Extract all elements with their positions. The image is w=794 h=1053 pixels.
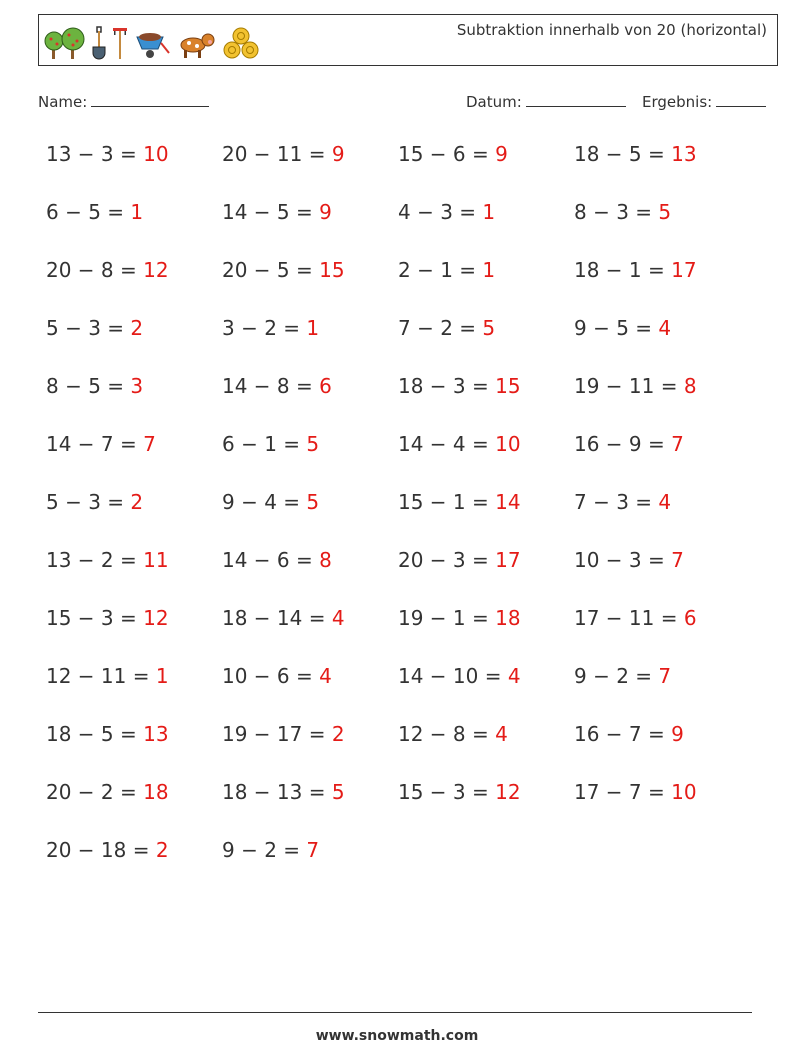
problem-expression: 17 − 11 = — [574, 606, 684, 630]
problem-expression: 4 − 3 = — [398, 200, 483, 224]
problem-expression: 9 − 2 = — [574, 664, 659, 688]
problem-expression: 18 − 5 = — [46, 722, 144, 746]
problem-cell — [46, 258, 169, 282]
problem-cell — [46, 316, 143, 340]
problem-answer: 2 — [331, 722, 345, 746]
problem-expression: 19 − 11 = — [574, 374, 684, 398]
problem-cell — [574, 258, 697, 282]
tree-icon — [43, 25, 87, 61]
result-line[interactable] — [716, 92, 766, 107]
problem-expression: 10 − 3 = — [574, 548, 672, 572]
problem-expression: 9 − 4 = — [222, 490, 307, 514]
footer-divider — [38, 1012, 752, 1013]
problem-cell — [398, 548, 521, 572]
problem-cell — [46, 374, 143, 398]
problem-expression: 13 − 3 = — [46, 142, 144, 166]
problem-cell — [46, 142, 169, 166]
problem-answer: 18 — [143, 780, 169, 804]
problem-answer: 12 — [143, 606, 169, 630]
problem-cell — [46, 664, 169, 688]
worksheet-header — [38, 14, 778, 66]
problem-expression: 15 − 6 = — [398, 142, 496, 166]
problem-cell — [222, 258, 345, 282]
problem-expression: 19 − 17 = — [222, 722, 332, 746]
problem-expression: 14 − 4 = — [398, 432, 496, 456]
result-field[interactable] — [642, 92, 766, 111]
problem-cell — [574, 374, 697, 398]
problem-expression: 16 − 7 = — [574, 722, 672, 746]
problem-answer: 13 — [671, 142, 697, 166]
problem-expression: 7 − 2 = — [398, 316, 483, 340]
problem-cell — [574, 142, 697, 166]
problem-answer: 10 — [143, 142, 169, 166]
problem-answer: 17 — [671, 258, 697, 282]
problem-answer: 1 — [130, 200, 144, 224]
name-line[interactable] — [91, 92, 209, 107]
date-field[interactable] — [466, 92, 626, 111]
problem-expression: 14 − 8 = — [222, 374, 320, 398]
problem-expression: 20 − 8 = — [46, 258, 144, 282]
problem-cell — [46, 432, 156, 456]
problem-expression: 12 − 11 = — [46, 664, 156, 688]
problem-expression: 20 − 18 = — [46, 838, 156, 862]
problem-answer: 18 — [495, 606, 521, 630]
problem-cell — [398, 316, 495, 340]
problem-cell — [46, 722, 169, 746]
result-label: Ergebnis: — [642, 93, 713, 111]
problem-answer: 7 — [658, 664, 672, 688]
cow-icon — [175, 25, 217, 61]
problem-cell — [46, 838, 169, 862]
problem-expression: 9 − 5 = — [574, 316, 659, 340]
problem-cell — [222, 664, 332, 688]
problem-cell — [398, 490, 521, 514]
problem-cell — [574, 780, 697, 804]
problem-cell — [574, 664, 671, 688]
problem-answer: 9 — [671, 722, 684, 746]
problem-expression: 6 − 5 = — [46, 200, 131, 224]
problem-answer: 4 — [507, 664, 521, 688]
problem-answer: 8 — [319, 548, 332, 572]
problem-answer: 10 — [671, 780, 697, 804]
name-label: Name: — [38, 93, 88, 111]
problem-answer: 2 — [155, 838, 169, 862]
date-label: Datum: — [466, 93, 522, 111]
hay-bales-icon — [221, 25, 261, 61]
problem-expression: 6 − 1 = — [222, 432, 307, 456]
problem-cell — [222, 780, 345, 804]
problem-cell — [574, 200, 671, 224]
problem-answer: 6 — [319, 374, 332, 398]
problem-cell — [46, 490, 143, 514]
problem-cell — [398, 664, 521, 688]
problem-answer: 9 — [319, 200, 332, 224]
problem-answer: 5 — [306, 432, 320, 456]
problem-expression: 12 − 8 = — [398, 722, 496, 746]
problem-answer: 12 — [143, 258, 169, 282]
problem-cell — [46, 780, 169, 804]
problem-cell — [574, 548, 684, 572]
problem-expression: 10 − 6 = — [222, 664, 320, 688]
problem-cell — [46, 200, 143, 224]
problem-expression: 18 − 5 = — [574, 142, 672, 166]
problem-answer: 12 — [495, 780, 521, 804]
problem-cell — [222, 374, 332, 398]
problem-cell — [222, 142, 345, 166]
problem-cell — [574, 432, 684, 456]
problem-answer: 8 — [683, 374, 697, 398]
problem-expression: 3 − 2 = — [222, 316, 307, 340]
problem-expression: 20 − 5 = — [222, 258, 320, 282]
problem-answer: 2 — [130, 316, 144, 340]
problem-answer: 9 — [331, 142, 345, 166]
problem-answer: 13 — [143, 722, 169, 746]
problem-expression: 8 − 5 = — [46, 374, 131, 398]
name-field[interactable] — [38, 92, 209, 111]
problem-answer: 1 — [155, 664, 169, 688]
problem-answer: 9 — [495, 142, 508, 166]
problem-answer: 1 — [306, 316, 320, 340]
problem-expression: 8 − 3 = — [574, 200, 659, 224]
problem-answer: 7 — [306, 838, 320, 862]
problem-expression: 20 − 11 = — [222, 142, 332, 166]
problem-cell — [222, 316, 319, 340]
problem-cell — [222, 200, 332, 224]
footer-url: www.snowmath.com — [315, 1028, 479, 1044]
problem-answer: 4 — [331, 606, 345, 630]
problem-expression: 15 − 3 = — [46, 606, 144, 630]
problem-answer: 11 — [143, 548, 169, 572]
shovel-icon — [91, 25, 107, 61]
problem-cell — [46, 606, 169, 630]
problem-answer: 4 — [319, 664, 332, 688]
problem-answer: 2 — [130, 490, 144, 514]
problem-expression: 18 − 14 = — [222, 606, 332, 630]
problem-cell — [222, 722, 345, 746]
date-line[interactable] — [526, 92, 626, 107]
header-icons — [43, 21, 261, 61]
problem-cell — [222, 490, 319, 514]
problem-cell — [398, 432, 521, 456]
problem-expression: 17 − 7 = — [574, 780, 672, 804]
problem-answer: 7 — [671, 548, 684, 572]
problem-cell — [398, 780, 521, 804]
problem-expression: 13 − 2 = — [46, 548, 144, 572]
problem-answer: 7 — [143, 432, 156, 456]
problem-answer: 4 — [658, 316, 672, 340]
problem-expression: 15 − 3 = — [398, 780, 496, 804]
problem-answer: 5 — [331, 780, 345, 804]
problem-expression: 18 − 13 = — [222, 780, 332, 804]
problem-expression: 20 − 3 = — [398, 548, 496, 572]
problem-expression: 9 − 2 = — [222, 838, 307, 862]
problem-answer: 15 — [319, 258, 345, 282]
problem-expression: 20 − 2 = — [46, 780, 144, 804]
problem-answer: 15 — [495, 374, 521, 398]
problem-answer: 5 — [482, 316, 496, 340]
problem-answer: 3 — [130, 374, 144, 398]
problem-cell — [398, 374, 521, 398]
problem-cell — [574, 316, 671, 340]
problem-expression: 14 − 6 = — [222, 548, 320, 572]
problem-cell — [222, 432, 319, 456]
problem-expression: 14 − 5 = — [222, 200, 320, 224]
problem-answer: 5 — [306, 490, 320, 514]
problem-expression: 14 − 7 = — [46, 432, 144, 456]
problem-answer: 1 — [482, 200, 496, 224]
problem-expression: 16 − 9 = — [574, 432, 672, 456]
problem-answer: 4 — [658, 490, 672, 514]
problem-expression: 15 − 1 = — [398, 490, 496, 514]
problem-cell — [46, 548, 169, 572]
student-fields — [38, 92, 770, 116]
problem-cell — [398, 606, 521, 630]
problem-expression: 18 − 3 = — [398, 374, 496, 398]
problem-cell — [398, 200, 495, 224]
problem-cell — [398, 142, 508, 166]
rake-icon — [111, 25, 129, 61]
problem-answer: 6 — [683, 606, 697, 630]
problem-expression: 5 − 3 = — [46, 316, 131, 340]
problem-cell — [398, 722, 508, 746]
problem-cell — [574, 606, 697, 630]
problem-cell — [222, 606, 345, 630]
problem-expression: 14 − 10 = — [398, 664, 508, 688]
problem-answer: 1 — [482, 258, 496, 282]
problem-expression: 2 − 1 = — [398, 258, 483, 282]
problem-answer: 17 — [495, 548, 521, 572]
problem-answer: 14 — [495, 490, 521, 514]
problem-cell — [574, 722, 684, 746]
problem-answer: 10 — [495, 432, 521, 456]
problem-cell — [222, 838, 319, 862]
problem-expression: 5 − 3 = — [46, 490, 131, 514]
problem-answer: 5 — [658, 200, 672, 224]
wheelbarrow-icon — [133, 25, 171, 61]
problem-expression: 19 − 1 = — [398, 606, 496, 630]
problem-expression: 7 − 3 = — [574, 490, 659, 514]
problem-answer: 4 — [495, 722, 508, 746]
problem-answer: 7 — [671, 432, 684, 456]
problem-cell — [574, 490, 671, 514]
problem-cell — [398, 258, 495, 282]
problem-expression: 18 − 1 = — [574, 258, 672, 282]
problem-cell — [222, 548, 332, 572]
worksheet-title: Subtraktion innerhalb von 20 (horizontal) — [456, 21, 767, 39]
